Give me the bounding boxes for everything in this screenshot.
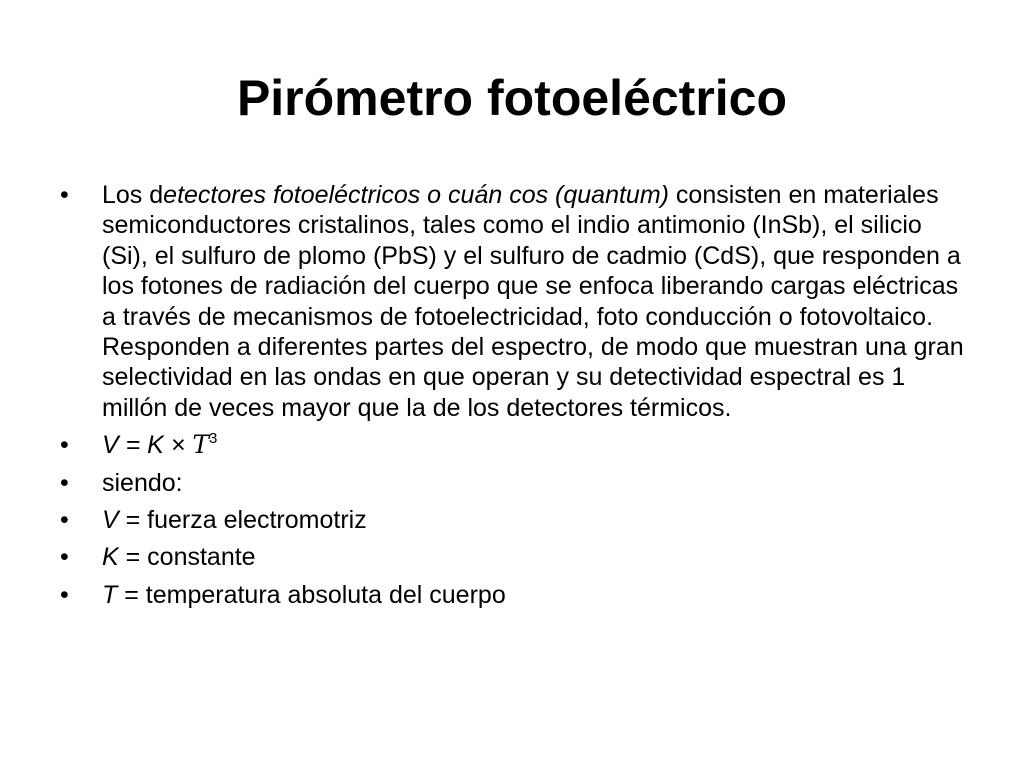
- bullet-icon: •: [60, 431, 69, 460]
- detectores-italic: etectores fotoeléctricos o cuán cos (quantum): [163, 181, 669, 209]
- def-symbol: K: [102, 543, 119, 572]
- detectores-pre: Los d: [102, 181, 164, 209]
- bullet-formula: [58, 430, 968, 460]
- bullet-icon: •: [60, 468, 69, 497]
- def-symbol: T: [102, 580, 118, 609]
- bullet-def-v: [58, 505, 968, 535]
- bullet-icon: •: [60, 506, 69, 535]
- bullet-def-t: [58, 580, 968, 610]
- def-text: = fuerza electromotriz: [118, 506, 367, 535]
- siendo-label: siendo:: [102, 468, 183, 497]
- detectores-text: consisten en materiales semiconductores cristalinos, tales como el indio antimonio (InSb), el silicio (Si), el sulfuro de plomo (PbS) y el sulfuro de cadmio (CdS), que responden a los fotones de radiación del cuerpo que se enfoca liberando cargas eléctricas a través de mecanismos de fotoelectricidad, foto conducción o fotovoltaico. Responden a diferentes partes del espectro, de modo que muestran una gran selectividad en las ondas en que operan y su detectividad espectral es 1 millón de veces mayor que la de los detectores térmicos.: [102, 181, 964, 422]
- bullet-icon: •: [60, 580, 69, 609]
- bullet-siendo: [58, 468, 968, 498]
- formula-exponent: 3: [209, 430, 218, 448]
- bullet-def-k: [58, 542, 968, 572]
- bullet-icon: •: [60, 181, 69, 209]
- bullet-list: [58, 180, 968, 617]
- formula-variable: T: [192, 430, 210, 460]
- bullet-icon: •: [60, 543, 69, 572]
- def-text: = constante: [118, 543, 256, 572]
- bullet-detectores: [58, 180, 968, 423]
- def-text: = temperatura absoluta del cuerpo: [117, 580, 506, 609]
- def-symbol: V: [102, 506, 119, 535]
- slide-title: Pirómetro fotoeléctrico: [236, 70, 788, 126]
- formula-lhs: V = K ×: [102, 431, 193, 460]
